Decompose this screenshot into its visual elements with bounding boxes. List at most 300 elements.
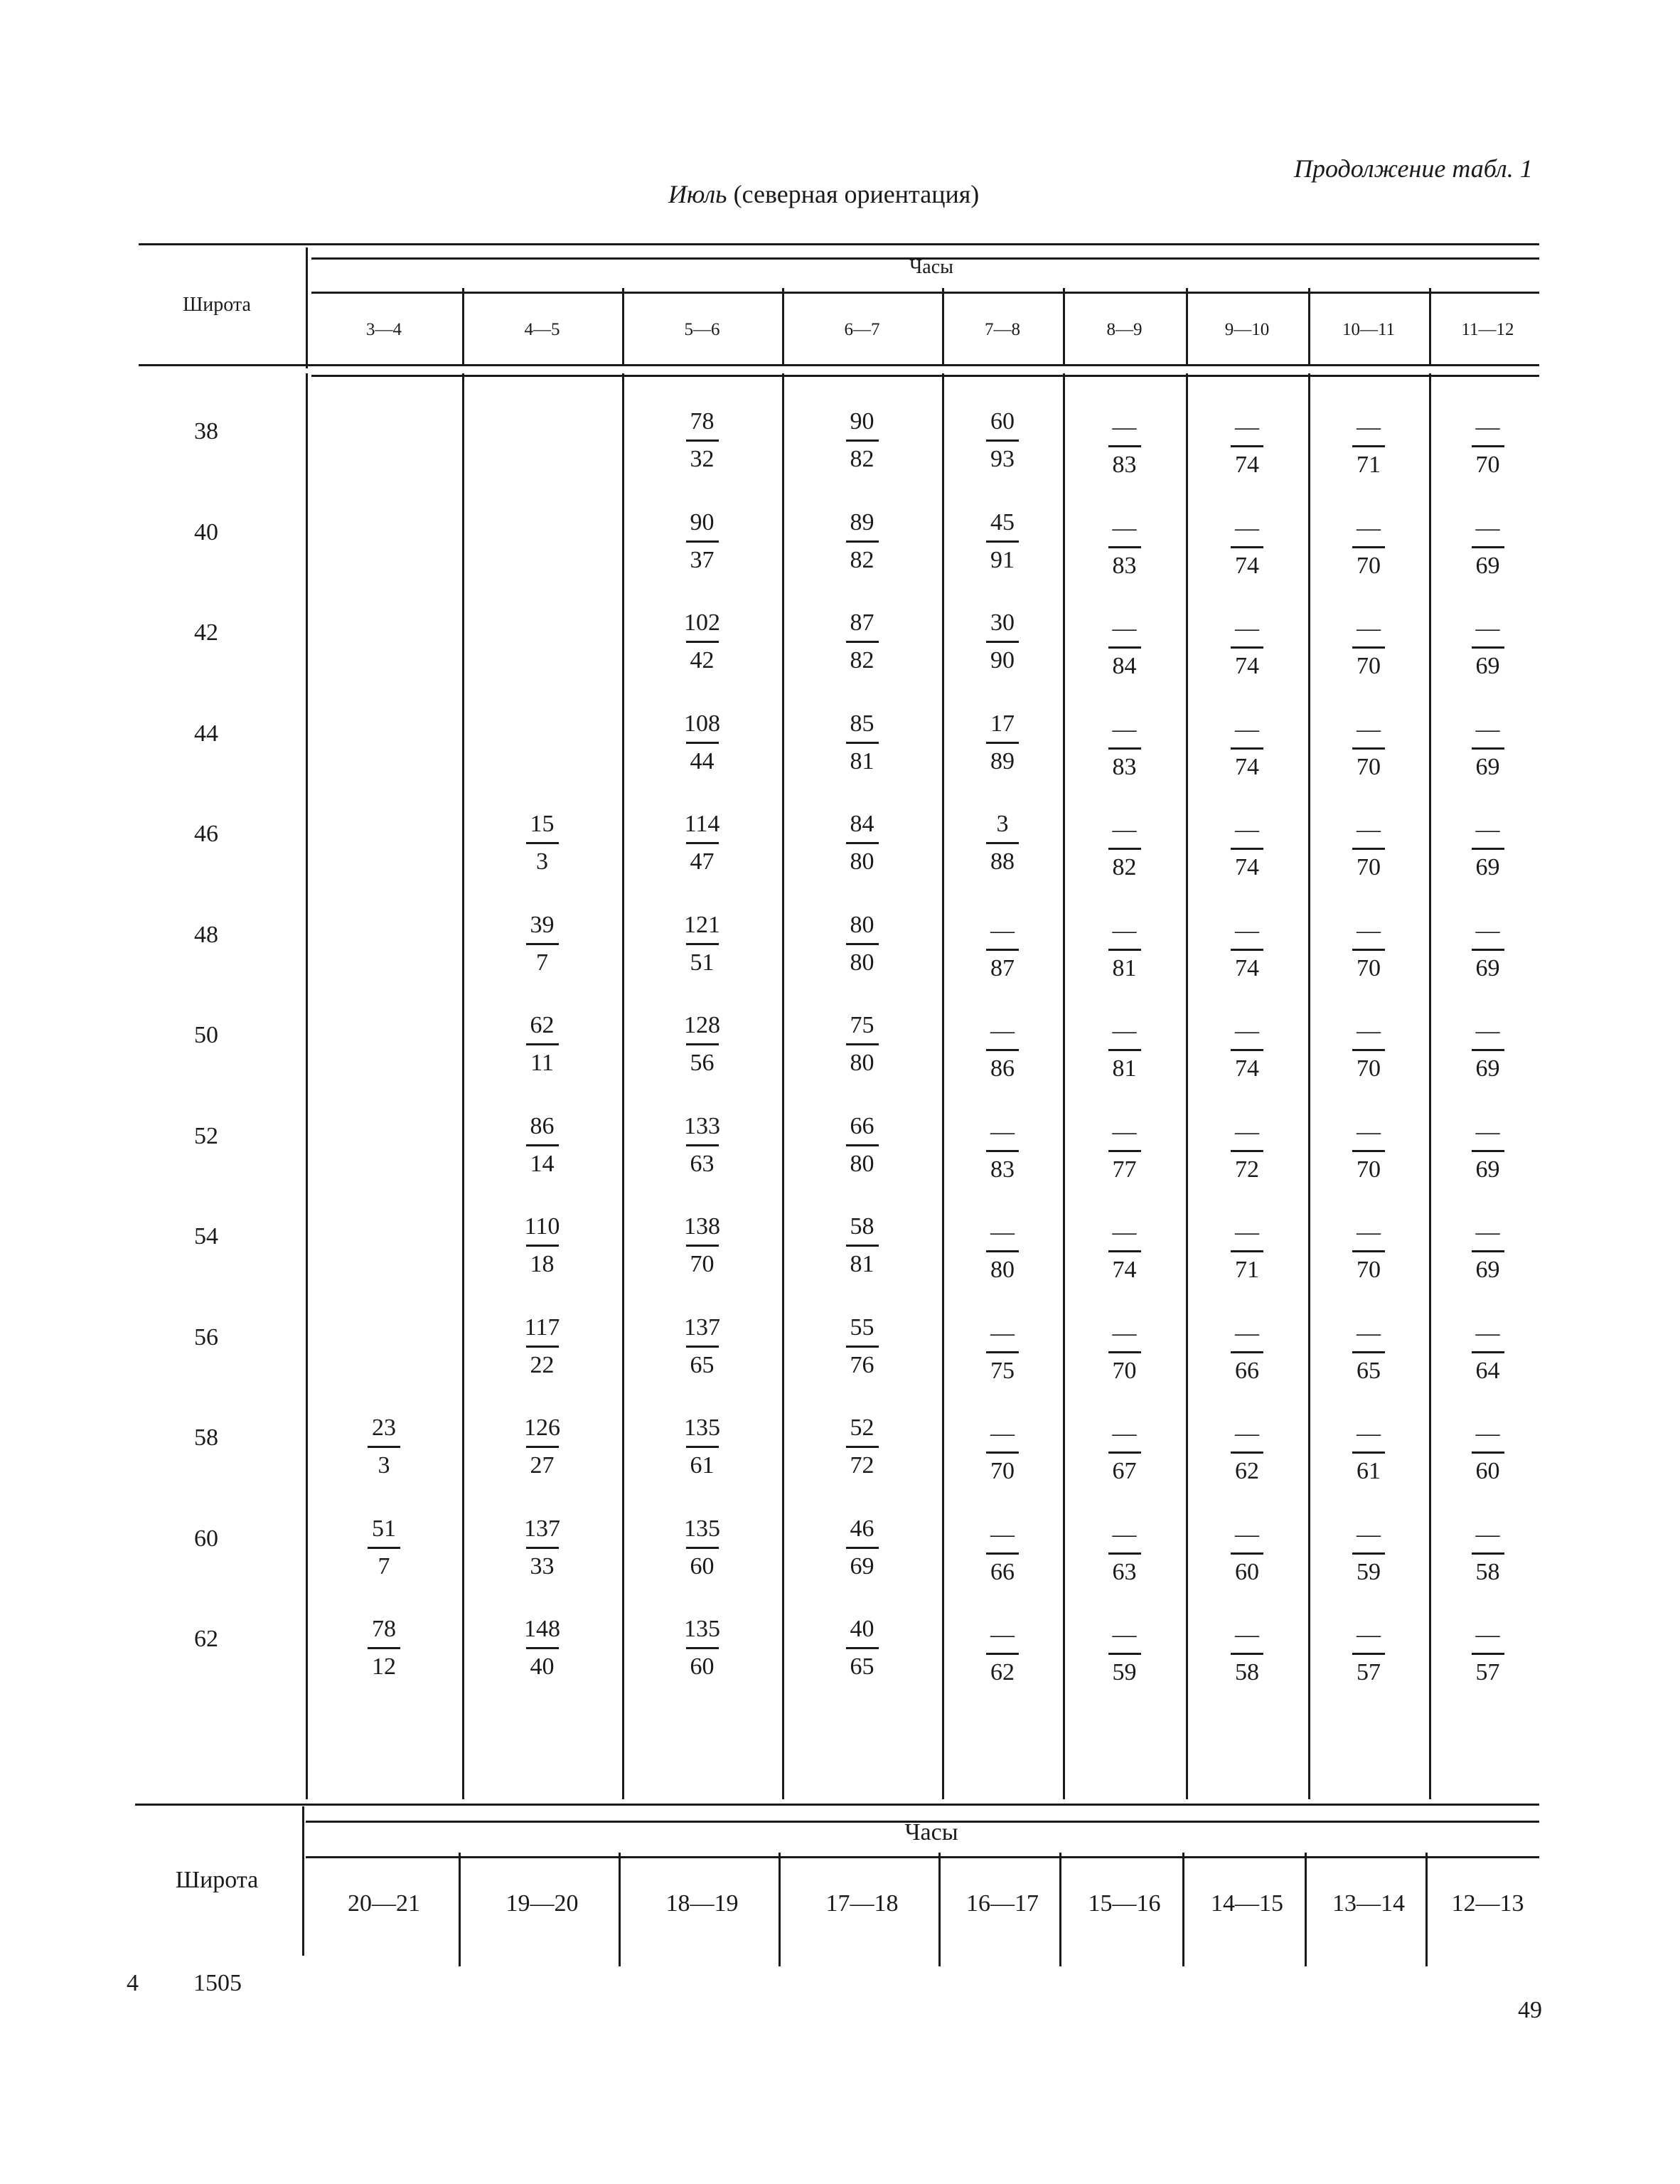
table-cell-fraction — [1215, 611, 1279, 684]
table-cell-fraction — [1337, 1517, 1401, 1590]
table-cell-fraction — [1215, 511, 1279, 584]
table-cell-fraction — [670, 1209, 734, 1282]
table-cell-fraction — [830, 605, 894, 678]
table-cell-fraction — [1337, 410, 1401, 483]
cell-denominator: 65 — [850, 1653, 874, 1680]
cell-numerator: — — [1357, 1420, 1381, 1447]
page-number: 49 — [1518, 1997, 1542, 2023]
cell-numerator: 60 — [990, 408, 1015, 435]
cell-numerator: — — [1112, 414, 1137, 440]
cell-denominator: 58 — [1475, 1558, 1500, 1585]
cell-denominator: 60 — [690, 1653, 715, 1680]
cell-denominator: 65 — [1357, 1357, 1381, 1384]
latitude-value: 50 — [194, 1022, 218, 1048]
cell-numerator: 62 — [530, 1012, 555, 1038]
footer-top-rule — [135, 1804, 1539, 1806]
cell-denominator: 18 — [530, 1251, 555, 1277]
cell-numerator: 85 — [850, 710, 874, 737]
cell-numerator: 46 — [850, 1515, 874, 1542]
table-cell-fraction — [1093, 1013, 1157, 1087]
cell-numerator: — — [1475, 1420, 1500, 1447]
cell-denominator: 89 — [990, 747, 1015, 774]
footer-hour-column: 19—20 — [505, 1890, 579, 1917]
cell-denominator: 82 — [850, 546, 874, 573]
footer-hour-column: 12—13 — [1451, 1890, 1524, 1917]
table-cell-fraction — [830, 706, 894, 779]
cell-denominator: 83 — [990, 1156, 1015, 1183]
table-cell-fraction — [1337, 812, 1401, 885]
cell-denominator: 70 — [1357, 1055, 1381, 1082]
table-cell-fraction — [670, 1109, 734, 1182]
table-cell-fraction — [352, 1511, 416, 1584]
table-cell-fraction — [1337, 511, 1401, 584]
cell-denominator: 12 — [372, 1653, 396, 1680]
footer-column-separator — [938, 1853, 941, 1966]
cell-numerator: — — [1112, 1520, 1137, 1548]
cell-numerator: 126 — [524, 1415, 560, 1441]
latitude-value: 44 — [194, 720, 218, 747]
cell-denominator: 70 — [1357, 753, 1381, 780]
cell-denominator: 69 — [1475, 552, 1500, 579]
table-cell-fraction — [970, 1215, 1034, 1288]
table-cell-fraction — [970, 1316, 1034, 1389]
cell-denominator: 57 — [1475, 1659, 1500, 1685]
cell-denominator: 69 — [1475, 854, 1500, 880]
table-cell-fraction — [1456, 1316, 1520, 1389]
latitude-value: 46 — [194, 821, 218, 847]
cell-denominator: 81 — [850, 1251, 874, 1277]
cell-numerator: — — [1112, 615, 1137, 641]
latitude-value: 48 — [194, 921, 218, 948]
table-cell-fraction — [1456, 611, 1520, 684]
header-hour-column: 5—6 — [684, 320, 720, 339]
cell-numerator: — — [1475, 715, 1500, 742]
table-cell-fraction — [830, 907, 894, 981]
table-cell-fraction — [830, 806, 894, 880]
table-cell-fraction — [670, 505, 734, 578]
table-cell-fraction — [970, 1517, 1034, 1590]
cell-denominator: 74 — [1235, 954, 1259, 981]
cell-denominator: 86 — [990, 1055, 1015, 1082]
cell-denominator: 27 — [530, 1452, 555, 1479]
cell-numerator: — — [990, 1219, 1015, 1245]
cell-denominator: 81 — [1112, 1055, 1137, 1082]
cell-numerator: 23 — [372, 1415, 396, 1441]
cell-denominator: 67 — [1112, 1458, 1137, 1484]
table-cell-fraction — [1093, 1316, 1157, 1389]
cell-denominator: 59 — [1112, 1659, 1137, 1685]
latitude-value: 58 — [194, 1424, 218, 1451]
cell-denominator: 70 — [1475, 452, 1500, 478]
footer-hour-column: 16—17 — [966, 1890, 1039, 1917]
body-column-separator — [942, 373, 944, 1799]
table-cell-fraction — [1093, 511, 1157, 584]
cell-denominator: 51 — [690, 949, 715, 976]
table-cell-fraction — [510, 1511, 574, 1584]
table-cell-fraction — [1215, 812, 1279, 885]
hours-subrule — [311, 292, 1539, 294]
cell-numerator: — — [1357, 414, 1381, 440]
cell-denominator: 58 — [1235, 1659, 1259, 1685]
cell-denominator: 37 — [690, 546, 715, 573]
cell-numerator: 87 — [850, 609, 874, 636]
cell-denominator: 7 — [378, 1552, 390, 1580]
cell-denominator: 63 — [690, 1150, 715, 1177]
cell-numerator: — — [1112, 1621, 1137, 1648]
cell-numerator: — — [1357, 917, 1381, 944]
cell-numerator: 128 — [684, 1012, 720, 1038]
cell-numerator: — — [990, 1118, 1015, 1145]
cell-numerator: — — [1357, 1219, 1381, 1245]
table-title-subtitle: (северная ориентация) — [733, 180, 980, 208]
table-cell-fraction — [970, 706, 1034, 779]
cell-numerator: — — [1112, 1420, 1137, 1447]
cell-denominator: 69 — [1475, 954, 1500, 981]
cell-denominator: 69 — [1475, 1156, 1500, 1183]
table-cell-fraction — [510, 1209, 574, 1282]
table-cell-fraction — [1337, 611, 1401, 684]
latitude-value: 42 — [194, 619, 218, 646]
cell-numerator: — — [1475, 615, 1500, 641]
footer-column-separator — [1425, 1853, 1428, 1966]
cell-numerator: — — [1357, 1118, 1381, 1145]
footer-hours-subrule — [306, 1856, 1539, 1858]
cell-denominator: 44 — [690, 747, 715, 774]
sheet-number: 4 — [127, 1970, 139, 1996]
cell-denominator: 62 — [1235, 1458, 1259, 1484]
table-cell-fraction — [352, 1410, 416, 1483]
body-column-separator — [462, 373, 464, 1799]
table-cell-fraction — [830, 1310, 894, 1383]
cell-denominator: 70 — [1112, 1357, 1137, 1384]
cell-denominator: 80 — [850, 848, 874, 875]
body-latitude-separator — [306, 373, 308, 1799]
table-cell-fraction — [1337, 1316, 1401, 1389]
table-cell-fraction — [830, 1511, 894, 1584]
header-bottom-rule — [139, 364, 1539, 366]
cell-numerator: — — [1357, 1018, 1381, 1044]
cell-denominator: 71 — [1235, 1257, 1259, 1283]
cell-numerator: — — [1235, 917, 1259, 944]
footer-latitude-label: Широта — [175, 1867, 259, 1893]
table-cell-fraction — [1215, 1416, 1279, 1489]
cell-denominator: 72 — [850, 1452, 874, 1479]
header-hour-column: 4—5 — [524, 320, 560, 339]
table-cell-fraction — [1215, 1517, 1279, 1590]
cell-numerator: — — [1475, 1621, 1500, 1648]
cell-denominator: 60 — [1235, 1558, 1259, 1585]
table-cell-fraction — [830, 505, 894, 578]
cell-denominator: 7 — [536, 949, 548, 976]
cell-numerator: 45 — [990, 508, 1015, 536]
table-cell-fraction — [1456, 1416, 1520, 1489]
footer-hour-column: 18—19 — [665, 1890, 739, 1917]
table-cell-fraction — [1093, 913, 1157, 986]
cell-denominator: 77 — [1112, 1156, 1137, 1183]
table-cell-fraction — [670, 1511, 734, 1584]
cell-denominator: 82 — [1112, 854, 1137, 880]
cell-denominator: 11 — [530, 1050, 554, 1076]
cell-numerator: 75 — [850, 1012, 874, 1038]
cell-numerator: 52 — [850, 1415, 874, 1441]
cell-numerator: — — [1235, 715, 1259, 742]
table-cell-fraction — [1456, 1013, 1520, 1087]
header-hours-label: Часы — [909, 256, 953, 278]
cell-numerator: 30 — [990, 609, 1015, 636]
table-cell-fraction — [670, 806, 734, 880]
cell-denominator: 69 — [1475, 1257, 1500, 1283]
table-cell-fraction — [1093, 410, 1157, 483]
table-cell-fraction — [1337, 712, 1401, 785]
cell-numerator: — — [1112, 514, 1137, 541]
header-latitude-separator — [306, 247, 308, 368]
table-continuation-label: Продолжение табл. 1 — [1294, 154, 1533, 183]
table-cell-fraction — [1456, 1617, 1520, 1690]
table-cell-fraction — [830, 1209, 894, 1282]
table-cell-fraction — [670, 1310, 734, 1383]
cell-numerator: 78 — [372, 1616, 396, 1642]
cell-denominator: 93 — [990, 446, 1015, 472]
latitude-value: 62 — [194, 1626, 218, 1652]
cell-denominator: 69 — [1475, 753, 1500, 780]
header-hour-column: 8—9 — [1106, 320, 1143, 339]
cell-denominator: 74 — [1235, 452, 1259, 478]
cell-numerator: — — [990, 917, 1015, 944]
footer-hours-label: Часы — [904, 1819, 958, 1845]
table-cell-fraction — [970, 404, 1034, 477]
cell-numerator: — — [1475, 1118, 1500, 1145]
cell-numerator: 84 — [850, 811, 874, 837]
table-cell-fraction — [1093, 812, 1157, 885]
cell-numerator: 138 — [684, 1213, 720, 1240]
cell-denominator: 63 — [1112, 1558, 1137, 1585]
latitude-value: 52 — [194, 1122, 218, 1149]
table-cell-fraction — [1456, 1215, 1520, 1288]
latitude-value: 40 — [194, 518, 218, 545]
cell-denominator: 60 — [1475, 1458, 1500, 1484]
table-cell-fraction — [970, 913, 1034, 986]
cell-denominator: 81 — [850, 747, 874, 774]
table-cell-fraction — [1215, 913, 1279, 986]
cell-denominator: 83 — [1112, 552, 1137, 579]
header-latitude-label: Широта — [183, 294, 251, 316]
cell-numerator: — — [1475, 816, 1500, 843]
table-cell-fraction — [1215, 1316, 1279, 1389]
header-top-rule — [139, 243, 1539, 245]
table-cell-fraction — [1337, 1114, 1401, 1188]
cell-numerator: — — [1475, 1018, 1500, 1044]
header-column-separator — [942, 288, 944, 366]
cell-denominator: 71 — [1357, 452, 1381, 478]
cell-denominator: 69 — [1475, 653, 1500, 679]
table-cell-fraction — [970, 505, 1034, 578]
cell-numerator: 137 — [684, 1314, 720, 1341]
cell-numerator: — — [1357, 1319, 1381, 1346]
cell-denominator: 42 — [690, 647, 715, 673]
table-cell-fraction — [510, 1612, 574, 1685]
table-title-month: Июль — [668, 180, 727, 208]
cell-denominator: 84 — [1112, 653, 1137, 679]
table-cell-fraction — [1215, 1013, 1279, 1087]
cell-denominator: 69 — [1475, 1055, 1500, 1082]
footer-latitude-separator — [302, 1806, 304, 1956]
table-cell-fraction — [1215, 712, 1279, 785]
cell-numerator: 86 — [530, 1112, 555, 1139]
cell-numerator: — — [1357, 615, 1381, 641]
cell-denominator: 72 — [1235, 1156, 1259, 1183]
cell-numerator: — — [1235, 816, 1259, 843]
cell-denominator: 91 — [990, 546, 1015, 573]
table-cell-fraction — [670, 404, 734, 477]
table-cell-fraction — [970, 1013, 1034, 1087]
table-cell-fraction — [970, 1114, 1034, 1188]
table-cell-fraction — [510, 1008, 574, 1081]
table-cell-fraction — [670, 1410, 734, 1483]
cell-numerator: 137 — [524, 1515, 560, 1542]
cell-denominator: 65 — [690, 1351, 715, 1378]
header-column-separator — [1308, 288, 1310, 366]
cell-denominator: 74 — [1235, 653, 1259, 679]
table-cell-fraction — [830, 1410, 894, 1483]
latitude-value: 56 — [194, 1323, 218, 1351]
cell-numerator: 108 — [684, 710, 720, 737]
body-column-separator — [1308, 373, 1310, 1799]
table-cell-fraction — [1215, 1617, 1279, 1690]
cell-denominator: 74 — [1235, 552, 1259, 579]
cell-numerator: — — [1112, 816, 1137, 843]
cell-numerator: — — [1475, 1520, 1500, 1548]
table-cell-fraction — [1337, 1416, 1401, 1489]
cell-denominator: 88 — [990, 848, 1015, 875]
table-cell-fraction — [1456, 1114, 1520, 1188]
table-cell-fraction — [510, 1410, 574, 1483]
header-hour-column: 11—12 — [1461, 320, 1514, 339]
cell-denominator: 80 — [990, 1257, 1015, 1283]
table-title — [668, 179, 979, 209]
cell-numerator: 90 — [850, 408, 874, 435]
cell-numerator: 89 — [850, 508, 874, 536]
cell-numerator: 80 — [850, 911, 874, 938]
cell-numerator: — — [1475, 1219, 1500, 1245]
cell-denominator: 80 — [850, 949, 874, 976]
table-cell-fraction — [1093, 1215, 1157, 1288]
cell-denominator: 14 — [530, 1150, 555, 1177]
body-column-separator — [1186, 373, 1188, 1799]
header-hour-column: 9—10 — [1224, 320, 1270, 339]
table-cell-fraction — [670, 907, 734, 981]
footer-hour-column: 15—16 — [1088, 1890, 1161, 1917]
cell-numerator: 148 — [524, 1616, 560, 1642]
footer-column-separator — [459, 1853, 461, 1966]
cell-numerator: 15 — [530, 811, 555, 837]
table-cell-fraction — [1215, 1215, 1279, 1288]
table-cell-fraction — [830, 1612, 894, 1685]
cell-numerator: 3 — [996, 811, 1009, 837]
cell-denominator: 69 — [850, 1552, 874, 1580]
cell-numerator: 17 — [990, 710, 1015, 737]
header-bottom-rule-2 — [311, 375, 1539, 377]
footer-column-separator — [779, 1853, 781, 1966]
table-cell-fraction — [1456, 812, 1520, 885]
cell-denominator: 74 — [1235, 1055, 1259, 1082]
cell-denominator: 64 — [1475, 1357, 1500, 1384]
cell-denominator: 57 — [1357, 1659, 1381, 1685]
cell-numerator: — — [990, 1520, 1015, 1548]
table-cell-fraction — [1093, 1114, 1157, 1188]
table-cell-fraction — [510, 1109, 574, 1182]
footer-column-separator — [1305, 1853, 1307, 1966]
cell-numerator: — — [1235, 514, 1259, 541]
header-hour-column: 7—8 — [985, 320, 1020, 339]
table-cell-fraction — [1456, 1517, 1520, 1590]
cell-numerator: — — [1112, 1219, 1137, 1245]
table-cell-fraction — [970, 1617, 1034, 1690]
cell-numerator: 133 — [684, 1112, 720, 1139]
cell-numerator: 135 — [684, 1616, 720, 1642]
cell-numerator: 110 — [524, 1213, 560, 1240]
cell-numerator: 66 — [850, 1112, 874, 1139]
cell-denominator: 33 — [530, 1552, 555, 1580]
cell-numerator: 114 — [684, 811, 720, 837]
body-column-separator — [1429, 373, 1431, 1799]
table-cell-fraction — [1093, 1416, 1157, 1489]
cell-denominator: 40 — [530, 1653, 555, 1680]
cell-denominator: 66 — [990, 1558, 1015, 1585]
cell-denominator: 74 — [1235, 854, 1259, 880]
table-cell-fraction — [510, 1310, 574, 1383]
cell-numerator: — — [1357, 715, 1381, 742]
table-cell-fraction — [830, 1008, 894, 1081]
cell-denominator: 56 — [690, 1050, 715, 1076]
cell-numerator: — — [1475, 917, 1500, 944]
table-cell-fraction — [830, 1109, 894, 1182]
cell-numerator: 90 — [690, 508, 715, 536]
table-cell-fraction — [1337, 1617, 1401, 1690]
cell-denominator: 61 — [1357, 1458, 1381, 1484]
cell-numerator: 39 — [530, 911, 555, 938]
cell-denominator: 83 — [1112, 452, 1137, 478]
cell-denominator: 32 — [690, 446, 715, 472]
table-cell-fraction — [1456, 511, 1520, 584]
cell-numerator: — — [1475, 414, 1500, 440]
cell-numerator: — — [1112, 1118, 1137, 1145]
table-cell-fraction — [1337, 1013, 1401, 1087]
cell-numerator: — — [990, 1319, 1015, 1346]
cell-denominator: 70 — [1357, 1156, 1381, 1183]
cell-numerator: — — [990, 1420, 1015, 1447]
cell-denominator: 47 — [690, 848, 715, 875]
footer-column-separator — [619, 1853, 621, 1966]
table-cell-fraction — [1456, 712, 1520, 785]
table-cell-fraction — [1456, 410, 1520, 483]
header-hour-column: 10—11 — [1342, 320, 1396, 339]
cell-numerator: — — [1235, 1420, 1259, 1447]
table-cell-fraction — [1337, 913, 1401, 986]
cell-numerator: — — [1357, 514, 1381, 541]
cell-denominator: 70 — [1357, 552, 1381, 579]
latitude-value: 54 — [194, 1223, 218, 1250]
cell-denominator: 81 — [1112, 954, 1137, 981]
cell-numerator: 51 — [372, 1515, 396, 1542]
header-hour-column: 6—7 — [844, 320, 880, 339]
table-cell-fraction — [670, 706, 734, 779]
cell-denominator: 60 — [690, 1552, 715, 1580]
table-cell-fraction — [1093, 1517, 1157, 1590]
cell-numerator: 78 — [690, 408, 715, 435]
cell-numerator: — — [1235, 1118, 1259, 1145]
cell-denominator: 76 — [850, 1351, 874, 1378]
table-cell-fraction — [1215, 1114, 1279, 1188]
